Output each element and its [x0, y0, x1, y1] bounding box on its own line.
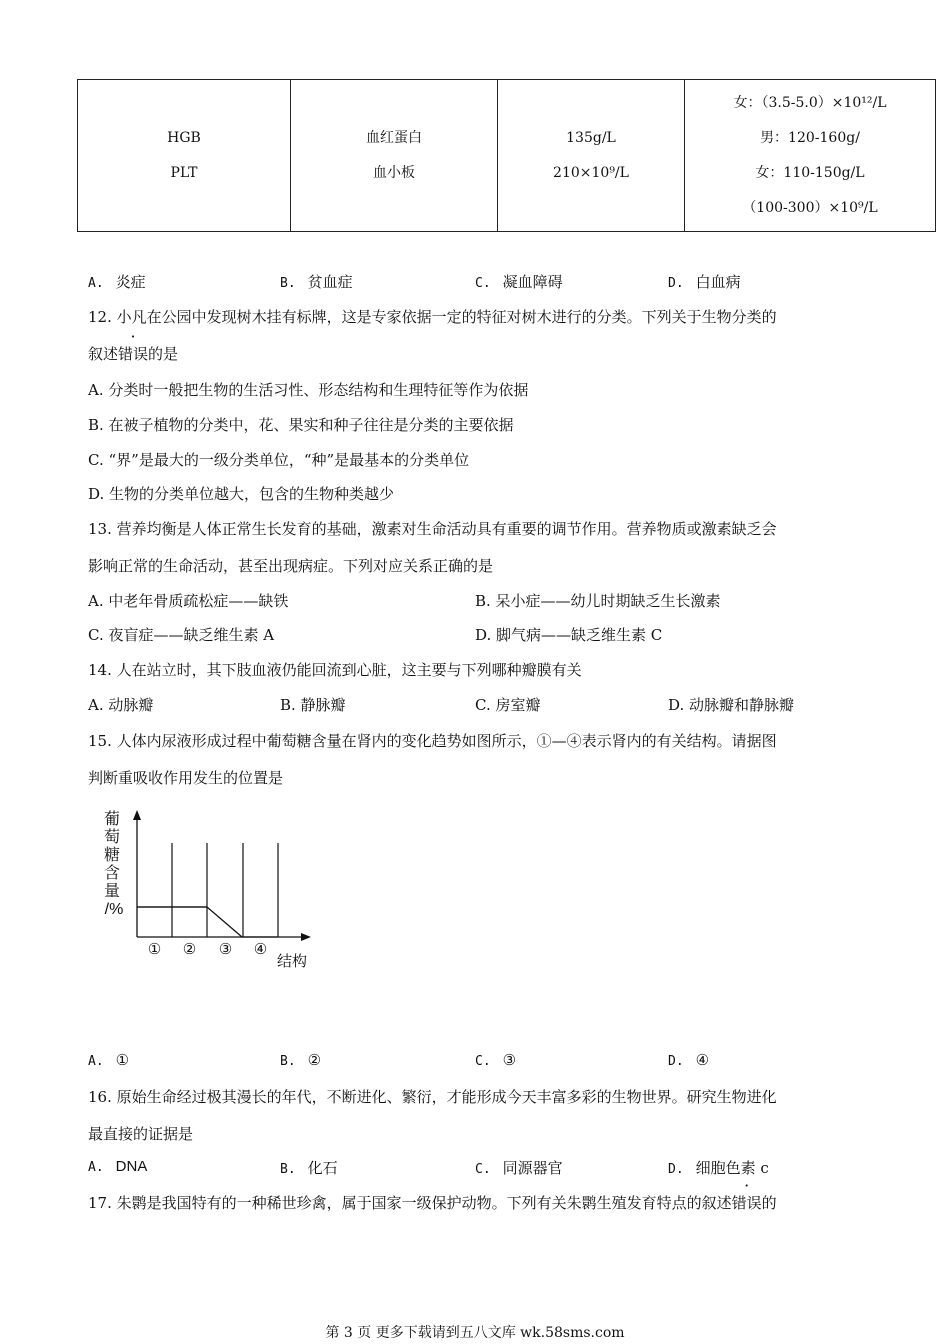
q12-stem: 12. 小凡在公园中发现树木挂有标牌，这是专家依据一定的特征对树木进行的分类。下列关于生物分类的: [88, 308, 777, 326]
q11-option-a: A. 炎症: [88, 273, 146, 291]
y-label-char: 葡: [103, 811, 121, 828]
x-tick-label: ④: [253, 940, 268, 958]
y-label-char: 含: [103, 865, 121, 882]
emphasis-word: 错误: [118, 345, 149, 363]
blood-test-table: [77, 79, 936, 232]
q14-stem: 14. 人在站立时，其下肢血液仍能回流到心脏，这主要与下列哪种瓣膜有关: [88, 661, 582, 679]
q11-option-c: C. 凝血障碍: [475, 273, 563, 291]
q14-option-a: A. 动脉瓣: [88, 696, 154, 714]
q11-option-b: B. 贫血症: [280, 273, 353, 291]
x-tick-labels: [148, 940, 267, 958]
q15-option-a: A. ①: [88, 1051, 130, 1069]
x-axis-arrow-icon: [301, 933, 311, 941]
q15-option-b: B. ②: [280, 1051, 322, 1069]
glucose-chart: [100, 800, 330, 980]
q13-option-a: A. 中老年骨质疏松症——缺铁: [88, 592, 289, 610]
q13-option-b: B. 呆小症——幼儿时期缺乏生长激素: [475, 592, 721, 610]
q13-option-d: D. 脚气病——缺乏维生素 C: [475, 626, 663, 644]
q16-option-a: A. DNA: [88, 1158, 148, 1175]
q12-option-b: B. 在被子植物的分类中，花、果实和种子往往是分类的主要依据: [88, 416, 514, 434]
x-tick-label: ③: [218, 940, 233, 958]
emphasis-word: 错误: [731, 1194, 762, 1212]
q16-stem-2: 最直接的证据是: [88, 1125, 194, 1143]
q12-option-d: D. 生物的分类单位越大，包含的生物种类越少: [88, 485, 395, 503]
q13-option-c: C. 夜盲症——缺乏维生素 A: [88, 626, 275, 644]
q17-stem: 17. 朱鹮是我国特有的一种稀世珍禽，属于国家一级保护动物。下列有关朱鹮生殖发育特点的叙述错误的: [88, 1194, 777, 1212]
q14-option-c: C. 房室瓣: [475, 696, 541, 714]
q16-option-c: C. 同源器官: [475, 1159, 563, 1177]
q11-option-d: D. 白血病: [668, 273, 741, 291]
table-row: [78, 80, 936, 232]
q12-option-a: A. 分类时一般把生物的生活习性、形态结构和生理特征等作为依据: [88, 381, 529, 399]
table-cell-abbr: HGB PLT: [78, 80, 291, 232]
page-footer: 第 3 页 更多下载请到五八文库 wk.58sms.com: [325, 1325, 625, 1341]
q16-option-b: B. 化石: [280, 1159, 338, 1177]
q12-option-c: C. “界”是最大的一级分类单位，“种”是最基本的分类单位: [88, 451, 470, 469]
q15-stem-2: 判断重吸收作用发生的位置是: [88, 769, 284, 787]
q15-stem: 15. 人体内尿液形成过程中葡萄糖含量在肾内的变化趋势如图所示，①—④表示肾内的有关结构。请据图: [88, 732, 777, 750]
x-tick-label: ①: [147, 940, 162, 958]
x-axis-label: 结构: [277, 953, 308, 970]
table-cell-reference: 女：（3.5-5.0）×10¹²/L 男：120-160g/ 女：110-150g/L （100-300）×10⁹/L: [685, 80, 936, 232]
y-axis-arrow-icon: [133, 810, 141, 820]
q14-option-b: B. 静脉瓣: [280, 696, 346, 714]
q16-option-d: D. 细胞色素 c: [668, 1159, 769, 1177]
q16-stem: 16. 原始生命经过极其漫长的年代，不断进化、繁衍，才能形成今天丰富多彩的生物世界。研究生物进化: [88, 1088, 777, 1106]
q15-option-c: C. ③: [475, 1051, 517, 1069]
y-label-char: 糖: [103, 847, 121, 864]
q15-option-d: D. ④: [668, 1051, 710, 1069]
x-tick-label: ②: [182, 940, 197, 958]
y-label-char: /%: [104, 901, 124, 918]
table-cell-result: 135g/L 210×10⁹/L: [498, 80, 685, 232]
q13-stem: 13. 营养均衡是人体正常生长发育的基础，激素对生命活动具有重要的调节作用。营养物质或激素缺乏会: [88, 520, 777, 538]
table-cell-name: 血红蛋白 血小板: [291, 80, 498, 232]
y-label-char: 萄: [103, 829, 121, 846]
y-axis-label: [104, 809, 123, 918]
q12-stem-2: 叙述错误的是: [88, 345, 179, 363]
q13-stem-2: 影响正常的生命活动，甚至出现病症。下列对应关系正确的是: [88, 557, 494, 575]
q14-option-d: D. 动脉瓣和静脉瓣: [668, 696, 795, 714]
y-label-char: 量: [103, 883, 121, 900]
